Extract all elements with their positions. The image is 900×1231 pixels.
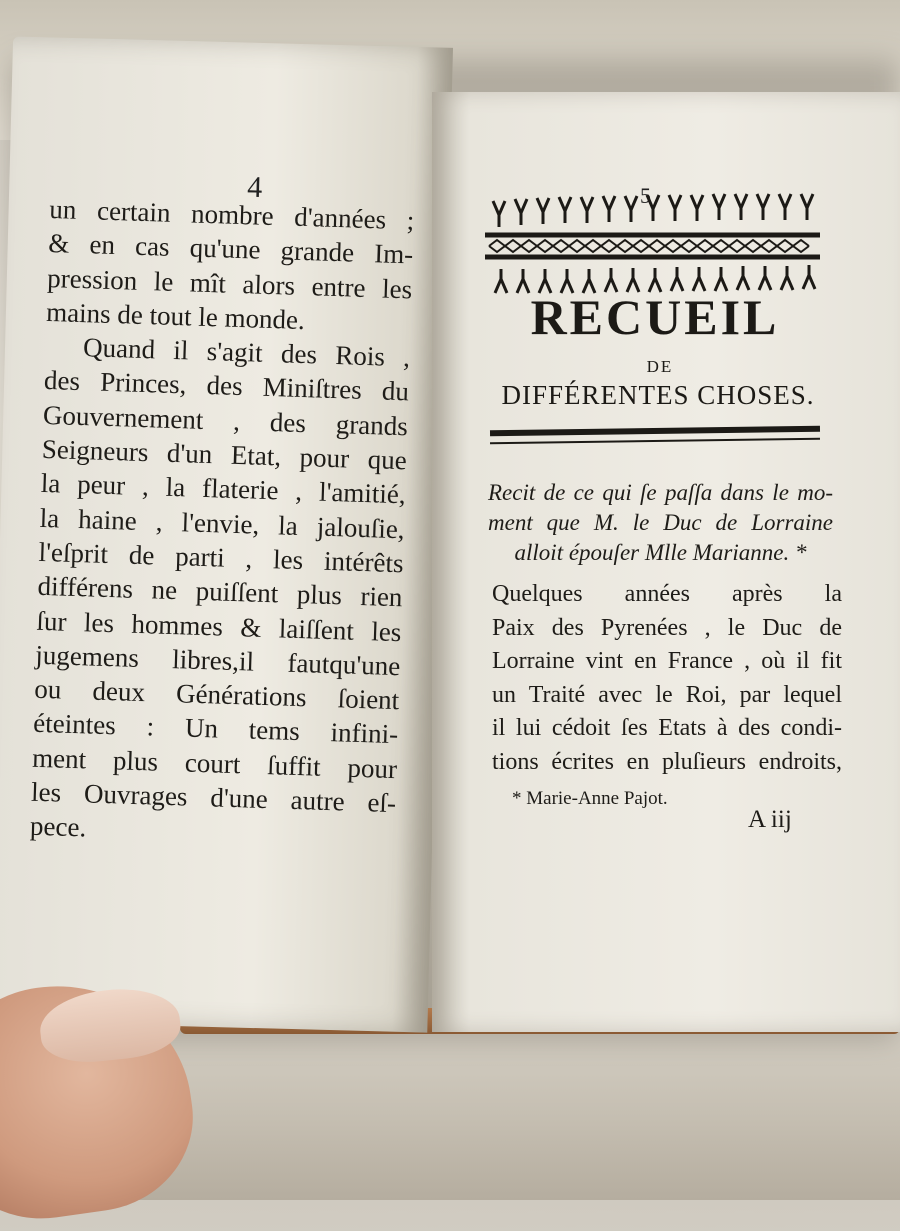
text-line: ment plus court ſuffit pour [31,742,398,784]
heading-line: alloit épouſer Mlle Marianne. * [514,540,807,565]
text-line: Lorraine vint en France , où il fit [492,648,842,674]
text-line: la haine , l'envie, la jalouſie, [39,502,406,544]
text-line: tions écrites en pluſieurs endroits, [492,748,842,775]
text-line: Paix des Pyrenées , le Duc de [492,614,842,641]
text-line: jugemens libres,il fautqu'une [34,639,401,682]
text-line: un Traité avec le Roi, par lequel [492,681,842,708]
text-line: il lui cédoit ſes Etats à des condi- [492,715,842,741]
text-line: ou deux Générations ſoient [33,673,400,716]
text-line: Gouvernement , des grands [42,399,409,442]
text-line: Seigneurs d'un Etat, pour que [41,433,408,476]
text-line: pression le mît alors entre les [46,262,413,305]
text-line: éteintes : Un tems infini- [32,708,399,750]
text-line: ſur les hommes & laiſſent les [36,605,402,647]
text-line: un certain nombre d'années ; [48,193,415,236]
right-page-number: 5 [640,183,651,208]
page-subtitle: DIFFÉRENTES CHOSES. [501,380,815,410]
heading-line: ment que M. le Duc de Lorraine [488,510,833,535]
text-line: & en cas qu'une grande Im- [47,228,414,270]
text-line: les Ouvrages d'une autre eſ- [30,776,397,819]
printer-ornament-band [485,193,820,301]
text-line: Quelques années après la [492,581,842,607]
section-heading [488,478,833,568]
page-title: RECUEIL [530,289,780,345]
left-page-number: 4 [246,170,263,204]
text-line: des Princes, des Miniſtres du [43,365,410,407]
heading-line: Recit de ce qui ſe paſſa dans le mo- [488,480,833,505]
signature-mark: A iij [748,806,792,833]
text-line: pece. [29,811,87,843]
right-page-text [492,578,842,779]
text-line: mains de tout le monde. [45,296,306,335]
text-line: la peur , la flaterie , l'amitié, [40,468,407,510]
text-line: l'eſprit de parti , les intérêts [38,536,404,579]
left-page-text [30,192,415,855]
title-connector: DE [646,357,674,376]
footnote: * Marie-Anne Pajot. [512,788,668,809]
text-line: différens ne puiſſent plus rien [37,571,403,613]
text-line: Quand il s'agit des Rois , [82,332,411,373]
